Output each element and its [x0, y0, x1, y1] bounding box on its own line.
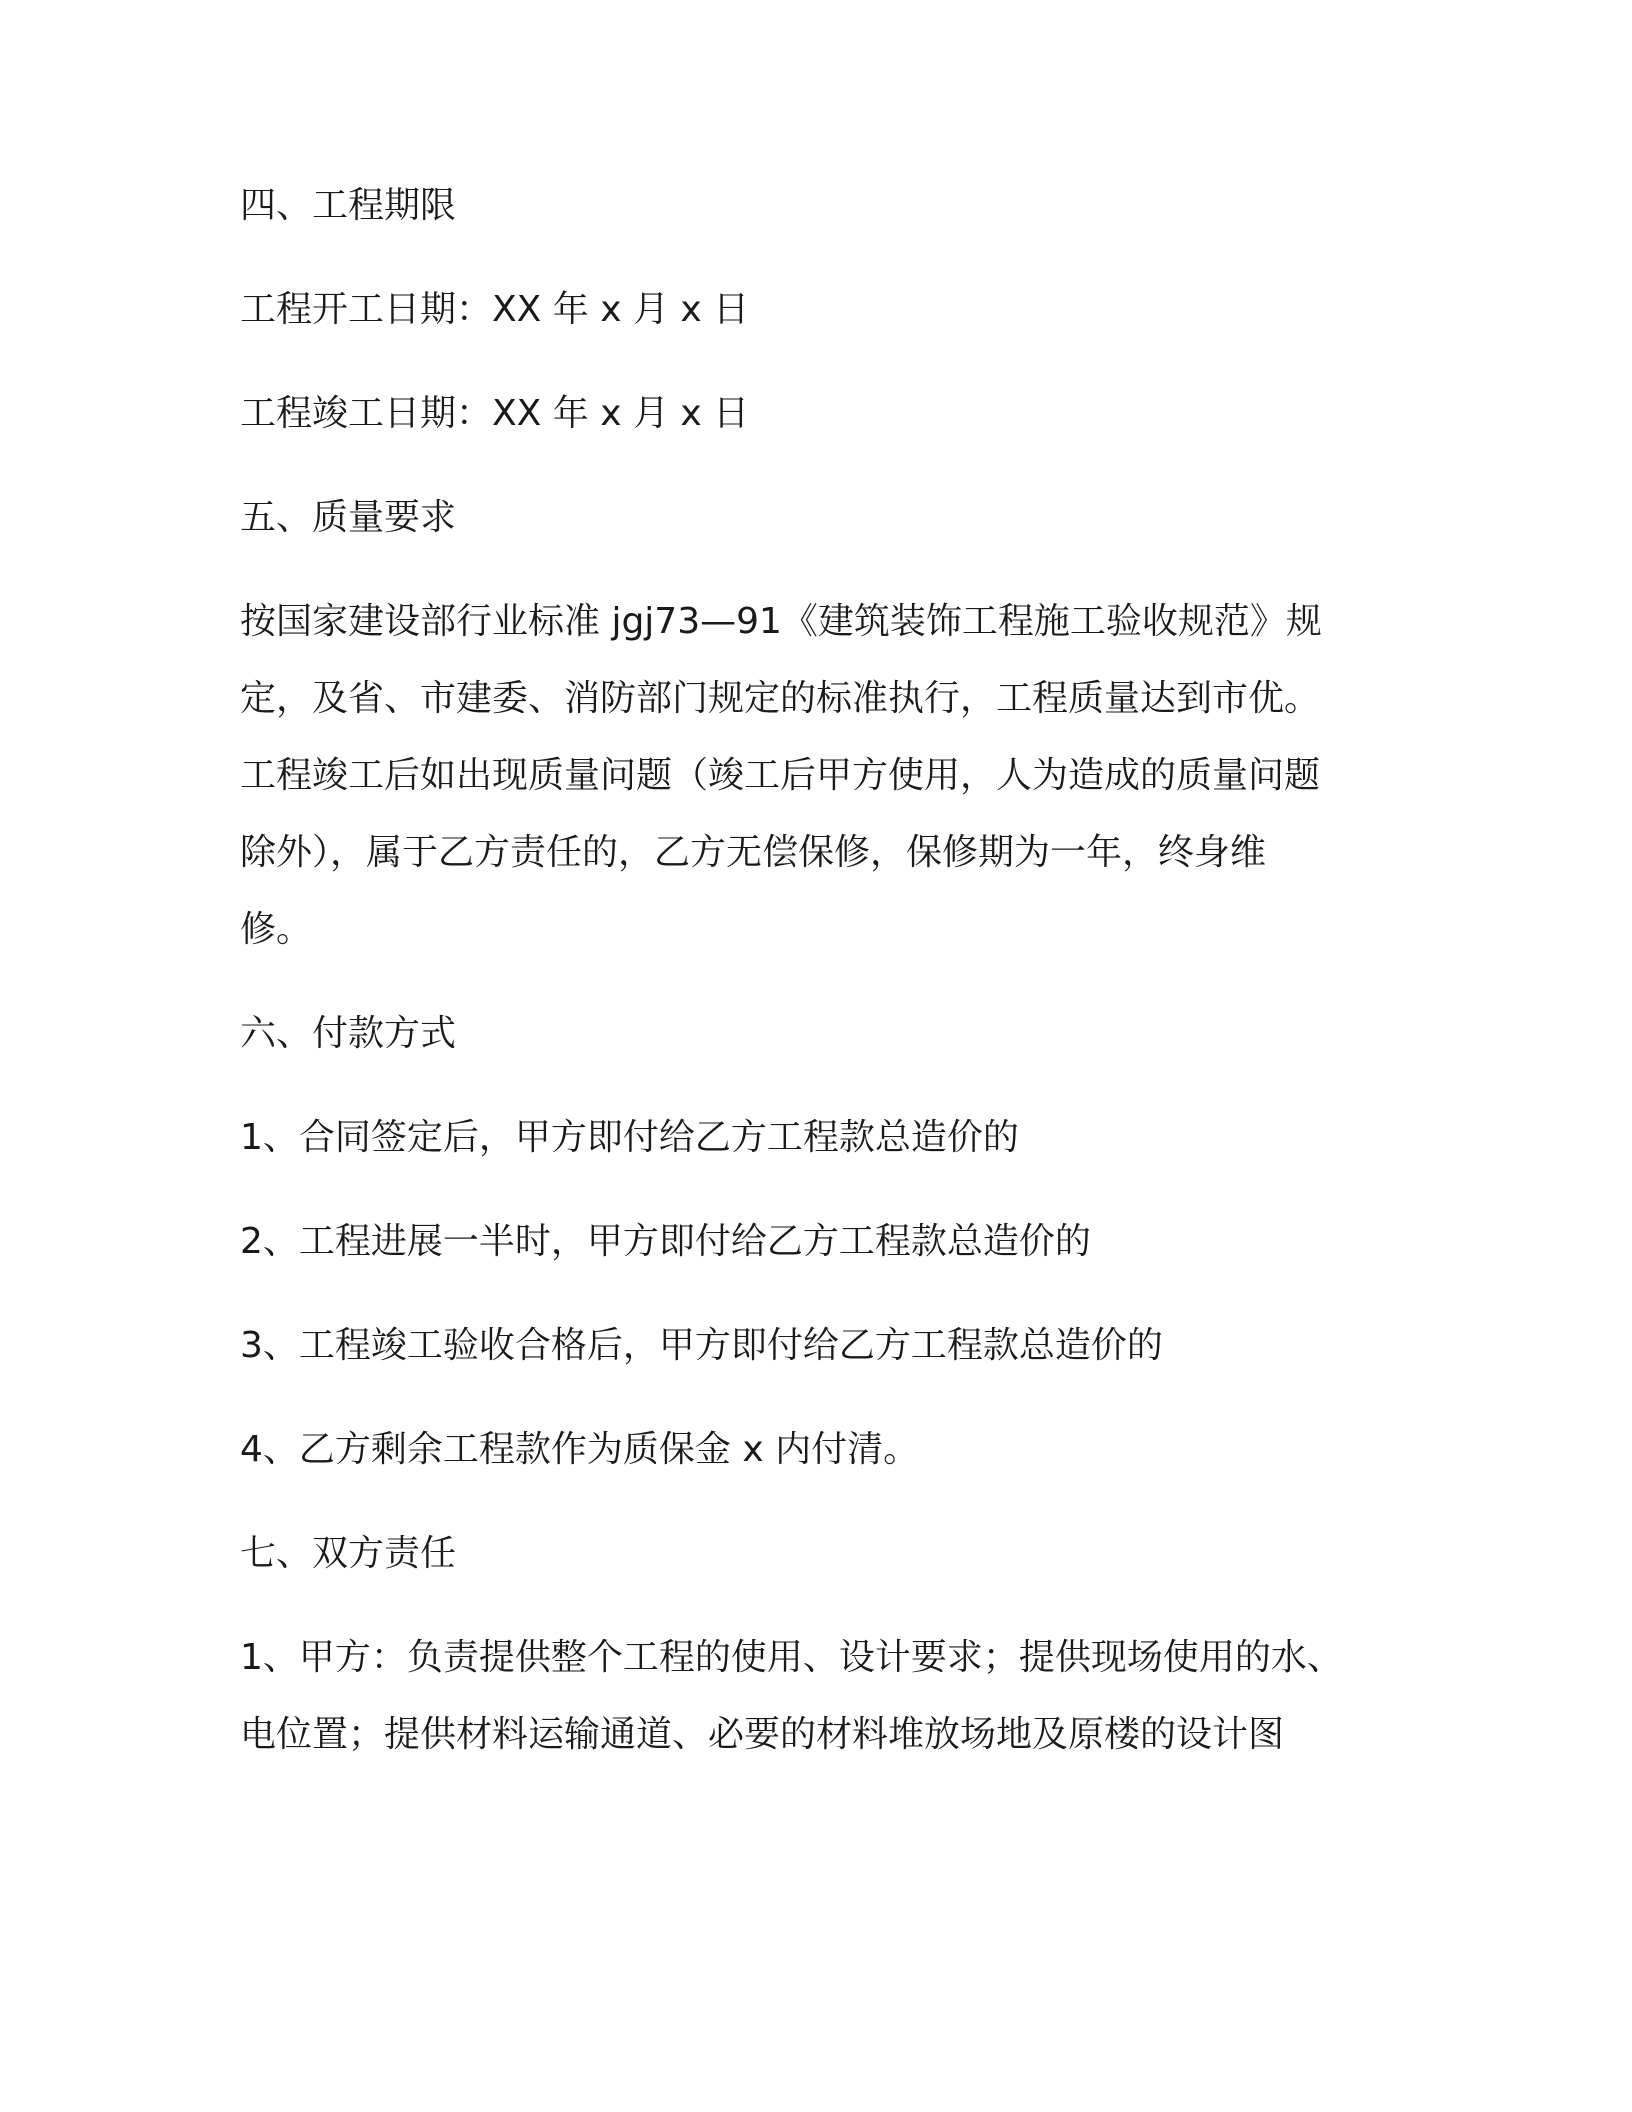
- responsibility-line: 1、甲方：负责提供整个工程的使用、设计要求；提供现场使用的水、: [240, 1637, 1343, 1678]
- start-date-line: 工程开工日期：XX 年 x 月 x 日: [240, 289, 750, 330]
- payment-item: 4、乙方剩余工程款作为质保金 x 内付清。: [240, 1429, 920, 1470]
- quality-paragraph-line: 定，及省、市建委、消防部门规定的标准执行，工程质量达到市优。: [240, 678, 1321, 719]
- quality-paragraph-line: 按国家建设部行业标准 jgj73—91《建筑装饰工程施工验收规范》规: [240, 601, 1322, 642]
- section-4-heading: 四、工程期限: [240, 185, 457, 226]
- payment-item: 1、合同签定后，甲方即付给乙方工程款总造价的: [240, 1117, 1019, 1158]
- quality-paragraph-line: 修。: [240, 909, 313, 950]
- section-7-heading: 七、双方责任: [240, 1533, 457, 1574]
- document-page: [240, 180, 1390, 1761]
- quality-paragraph-line: 除外），属于乙方责任的，乙方无偿保修，保修期为一年，终身维: [240, 832, 1267, 873]
- section-5-heading: 五、质量要求: [240, 497, 457, 538]
- payment-item: 3、工程竣工验收合格后，甲方即付给乙方工程款总造价的: [240, 1325, 1163, 1366]
- section-6-heading: 六、付款方式: [240, 1013, 457, 1054]
- end-date-line: 工程竣工日期：XX 年 x 月 x 日: [240, 393, 750, 434]
- payment-item: 2、工程进展一半时，甲方即付给乙方工程款总造价的: [240, 1221, 1091, 1262]
- quality-paragraph-line: 工程竣工后如出现质量问题（竣工后甲方使用，人为造成的质量问题: [240, 755, 1321, 796]
- responsibility-line: 电位置；提供材料运输通道、必要的材料堆放场地及原楼的设计图: [240, 1714, 1285, 1755]
